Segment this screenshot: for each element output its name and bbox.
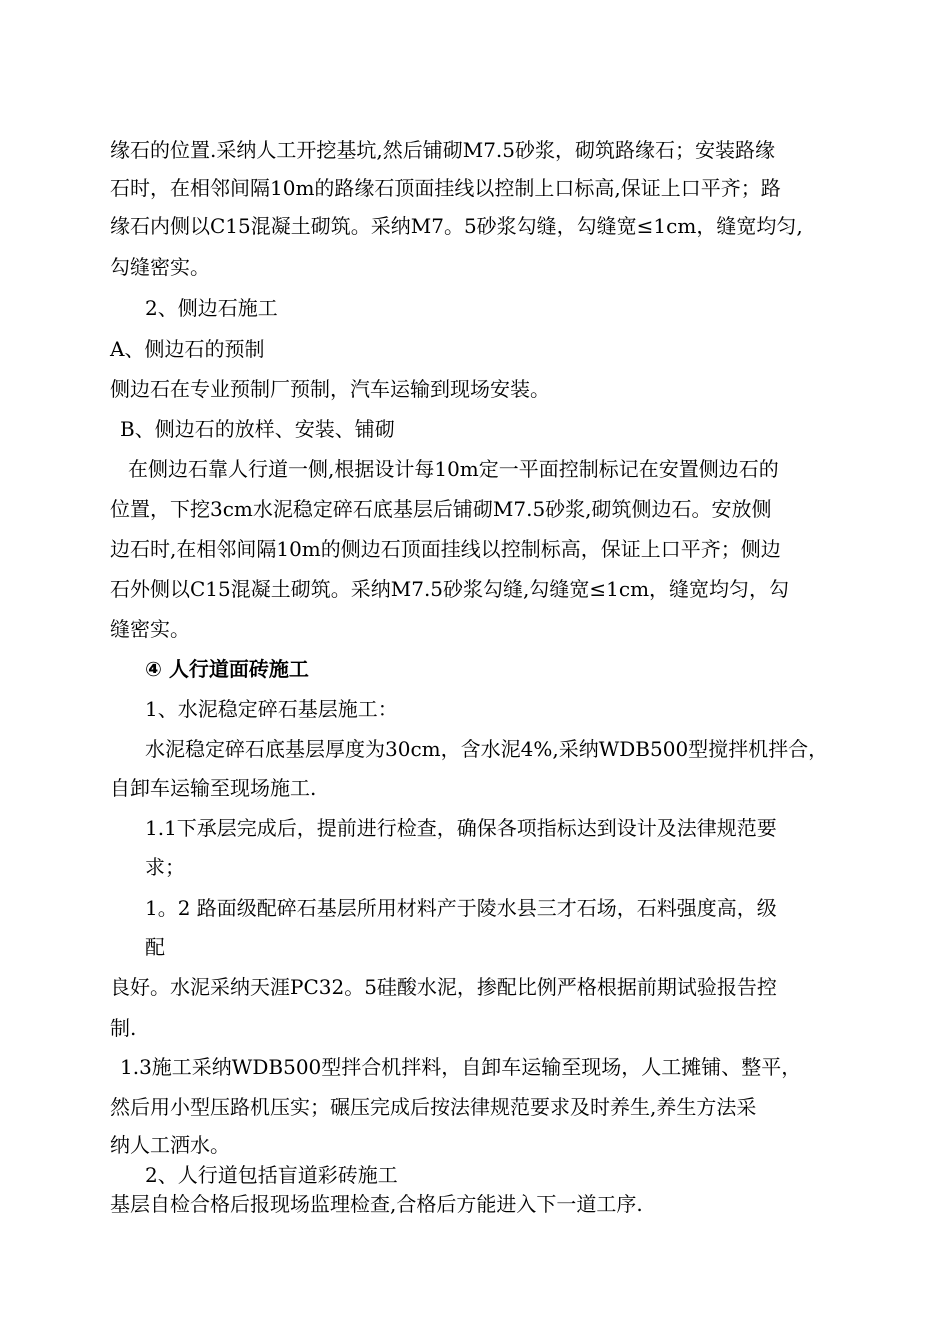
paragraph-line: 基层自检合格后报现场监理检查,合格后方能进入下一道工序.: [110, 1192, 643, 1216]
paragraph-line: 1。2 路面级配碎石基层所用材料产于陵水县三才石场，石料强度高，级: [145, 896, 777, 920]
paragraph-line: 缝密实。: [110, 617, 190, 641]
paragraph-line: 侧边石在专业预制厂预制，汽车运输到现场安装。: [110, 377, 550, 401]
paragraph-line: 石时，在相邻间隔10m的路缘石顶面挂线以控制上口标高,保证上口平齐；路: [110, 176, 781, 200]
paragraph-line: 求；: [145, 855, 185, 879]
paragraph-line: 1.3施工采纳WDB500型拌合机拌料，自卸车运输至现场，人工摊铺、整平，: [120, 1055, 802, 1079]
paragraph-line: 石外侧以C15混凝土砌筑。采纳M7.5砂浆勾缝,勾缝宽≤1cm，缝宽均匀，勾: [110, 577, 790, 601]
paragraph-line: 在侧边石靠人行道一侧,根据设计每10m定一平面控制标记在安置侧边石的: [128, 457, 779, 481]
paragraph-line: 制.: [110, 1016, 137, 1040]
paragraph-line: 配: [145, 935, 165, 959]
paragraph-line: 1.1下承层完成后，提前进行检查，确保各项指标达到设计及法律规范要: [145, 816, 777, 840]
paragraph-line: 纳人工洒水。: [110, 1133, 230, 1157]
sub-heading: A、侧边石的预制: [110, 337, 265, 361]
paragraph-line: 然后用小型压路机压实；碾压完成后按法律规范要求及时养生,养生方法采: [110, 1095, 757, 1119]
paragraph-line: 缘石的位置.采纳人工开挖基坑,然后铺砌M7.5砂浆，砌筑路缘石；安装路缘: [110, 138, 775, 162]
paragraph-line: 良好。水泥采纳天涯PC32。5硅酸水泥，掺配比例严格根据前期试验报告控: [110, 975, 777, 999]
section-heading-bold: ④ 人行道面砖施工: [145, 657, 309, 681]
paragraph-line: 边石时,在相邻间隔10m的侧边石顶面挂线以控制标高，保证上口平齐；侧边: [110, 537, 781, 561]
section-heading: 2、人行道包括盲道彩砖施工: [145, 1163, 398, 1187]
paragraph-line: 勾缝密实。: [110, 255, 210, 279]
section-heading: 2、侧边石施工: [145, 296, 278, 320]
paragraph-line: 位置，下挖3cm水泥稳定碎石底基层后铺砌M7.5砂浆,砌筑侧边石。安放侧: [110, 497, 772, 521]
paragraph-line: 自卸车运输至现场施工.: [110, 776, 317, 800]
sub-heading: B、侧边石的放样、安装、铺砌: [120, 417, 395, 441]
paragraph-line: 缘石内侧以C15混凝土砌筑。采纳M7。5砂浆勾缝，勾缝宽≤1cm，缝宽均匀,: [110, 214, 803, 238]
paragraph-line: 水泥稳定碎石底基层厚度为30cm，含水泥4%,采纳WDB500型搅拌机拌合，: [145, 737, 829, 761]
section-heading: 1、水泥稳定碎石基层施工：: [145, 697, 398, 721]
